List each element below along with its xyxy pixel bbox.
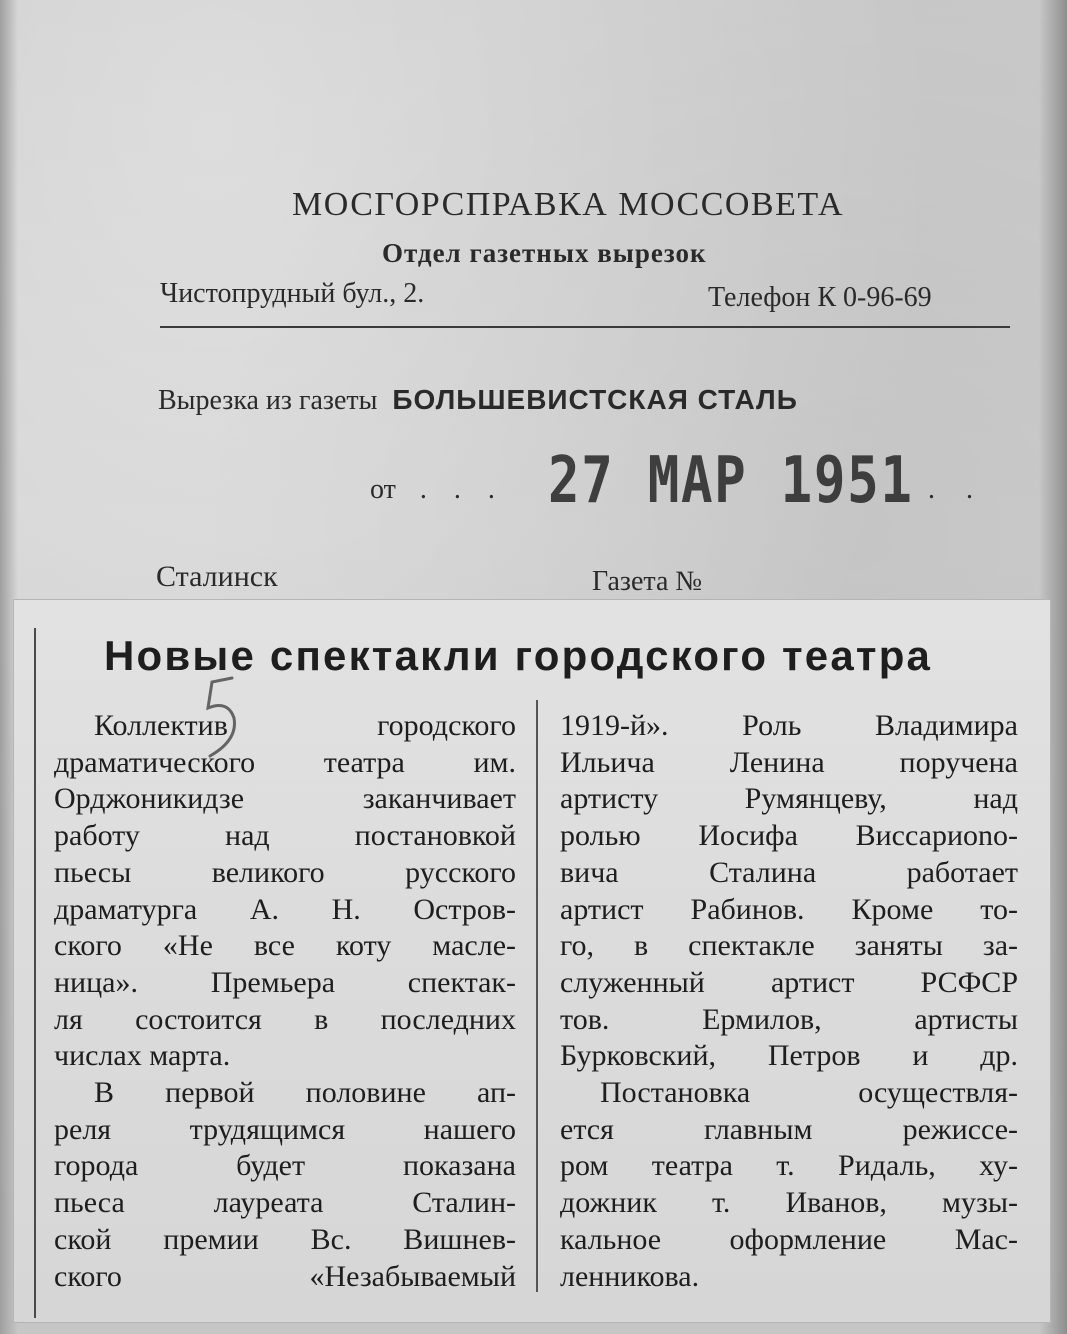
- article-title: Новые спектакли городского театра: [104, 632, 933, 679]
- right-line: ется главным режиссе-: [560, 1112, 1018, 1146]
- left-line: драматурга А. Н. Остров-: [54, 892, 516, 926]
- date-dots: . . .: [419, 474, 505, 505]
- left-line: работу над постановкой: [54, 819, 516, 853]
- clipping-source-line: [158, 384, 798, 417]
- left-line: ского «Незабываемый: [54, 1259, 516, 1293]
- left-line: города будет показана: [54, 1149, 516, 1183]
- header-rule: [160, 326, 1010, 328]
- date-prefix: от: [370, 474, 396, 505]
- left-line: Коллектив городского: [94, 709, 516, 742]
- right-line: тов. Ермилов, артисты: [560, 1002, 1018, 1036]
- date-stamp: 27 МАР 1951: [548, 444, 914, 518]
- right-line: служенный артист РСФСР: [560, 965, 1018, 999]
- right-line: артист Рабинов. Кроме то-: [560, 892, 1018, 926]
- left-line: ской премии Вс. Вишнев-: [54, 1222, 516, 1256]
- column-divider: [536, 700, 538, 1292]
- city-name: Сталинск: [156, 560, 278, 593]
- clipping-prefix: Вырезка из газеты: [158, 385, 378, 416]
- department-name: Отдел газетных вырезок: [382, 238, 707, 268]
- right-line: 1919-й». Роль Владимира: [560, 709, 1018, 742]
- article-column-right: [560, 708, 1018, 1295]
- right-line: кальное оформление Мас-: [560, 1222, 1018, 1256]
- right-line: ролью Иосифа Виссариono-: [560, 819, 1018, 853]
- left-line: В первой половине ап-: [94, 1076, 516, 1110]
- right-line: го, в спектакле заняты за-: [560, 929, 1018, 963]
- right-line: ленникова.: [560, 1259, 700, 1293]
- right-line: артисту Румянцеву, над: [560, 782, 1018, 816]
- right-line: Бурковский, Петров и др.: [560, 1039, 1018, 1073]
- left-line: реля трудящимся нашего: [54, 1112, 516, 1146]
- article-column-left: [54, 708, 516, 1295]
- agency-name: МОСГОРСПРАВКА МОССОВЕТА: [292, 186, 845, 223]
- date-trailing-dots: . .: [928, 474, 985, 505]
- right-line: Ильича Ленина поручена: [560, 745, 1018, 779]
- right-line: вича Сталина работает: [560, 855, 1018, 889]
- left-line: ница». Премьера спектак-: [54, 965, 516, 999]
- date-line: [370, 474, 505, 506]
- left-line: числах марта.: [54, 1039, 231, 1073]
- clipping-left-rule: [34, 628, 36, 1318]
- newspaper-name: БОЛЬШЕВИСТСКАЯ СТАЛЬ: [392, 384, 798, 415]
- left-line: Орджоникидзе заканчивает: [54, 782, 516, 816]
- issue-number-label: Газета №: [592, 566, 703, 597]
- right-line: Постановка осуществля-: [600, 1076, 1018, 1110]
- left-line: драматического театра им.: [54, 745, 516, 779]
- right-line: дожник т. Иванов, музы-: [560, 1186, 1018, 1220]
- right-line: ром театра т. Ридаль, ху-: [560, 1149, 1018, 1183]
- left-line: ля состоится в последних: [54, 1002, 516, 1036]
- left-line: пьесы великого русского: [54, 855, 516, 889]
- left-line: ского «Не все коту масле-: [54, 929, 516, 963]
- address: Чистопрудный бул., 2.: [160, 278, 425, 309]
- phone-number: Телефон К 0-96-69: [708, 282, 932, 313]
- left-line: пьеса лауреата Сталин-: [54, 1186, 516, 1220]
